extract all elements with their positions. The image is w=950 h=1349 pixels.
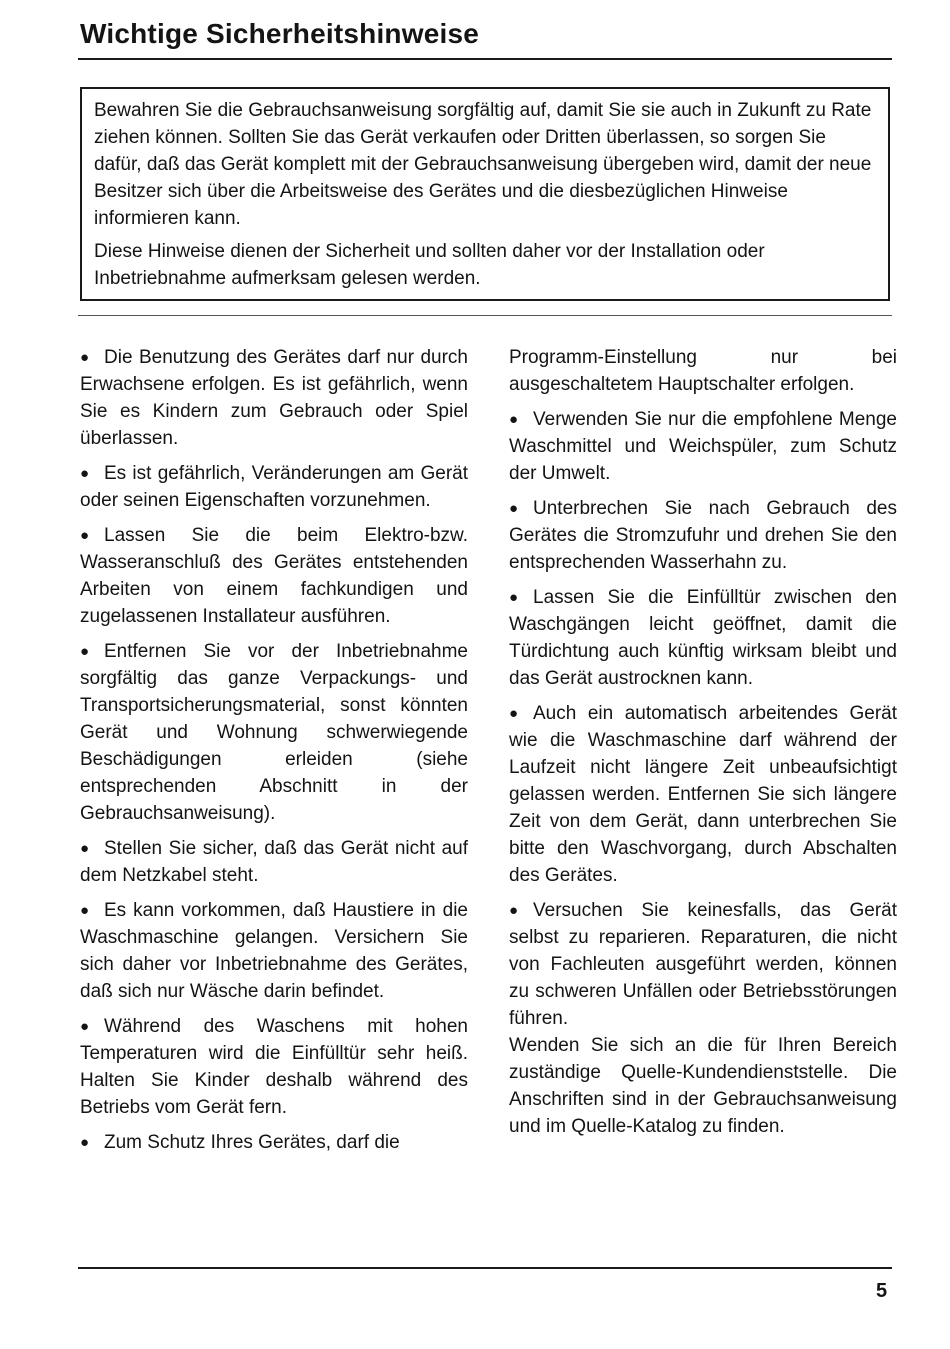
left-column [80, 344, 468, 1164]
notice-paragraph: Bewahren Sie die Gebrauchsanweisung sorgfältig auf, damit Sie sie auch in Zukunft zu Rate ziehen können. Sollten Sie das Gerät verkaufen oder Dritten überlassen, so sorgen Sie dafür, daß das Gerät komplett mit der Gebrauchsanweisung übergeben wird, damit der neue Besitzer sich über die Arbeitsweise des Gerätes und die diesbezüglichen Hinweise informieren kann. [94, 100, 872, 229]
safety-item [80, 344, 468, 452]
safety-item [80, 897, 468, 1005]
bullet-icon: ● [80, 527, 90, 544]
page-title: Wichtige Sicherheitshinweise [80, 18, 480, 49]
bullet-icon: ● [80, 643, 90, 660]
bullet-icon: ● [80, 465, 90, 482]
page-number: 5 [876, 1280, 888, 1302]
safety-item-text: Während des Waschens mit hohen Temperaturen wird die Einfülltür sehr heiß. Halten Sie Kinder deshalb während des Betriebs vom Gerät fern. [80, 1016, 468, 1118]
bullet-icon: ● [509, 902, 519, 919]
safety-item-text: Es ist gefährlich, Veränderungen am Gerät oder seinen Eigenschaften vorzunehmen. [80, 463, 468, 511]
continuation-text: Programm-Einstellung nur bei ausgeschaltetem Hauptschalter erfolgen. [509, 347, 897, 395]
safety-item [509, 700, 897, 889]
safety-item [509, 406, 897, 487]
safety-item [80, 1129, 468, 1156]
notice-divider [78, 315, 892, 316]
safety-item-text: Entfernen Sie vor der Inbetriebnahme sorgfältig das ganze Verpackungs- und Transportsicherungsmaterial, sonst könnten Gerät und Wohnung schwerwiegende Beschädigungen erleiden (siehe entsprechenden Abschnitt in der Gebrauchsanweisung). [80, 641, 468, 824]
safety-item [509, 584, 897, 692]
bullet-icon: ● [80, 1134, 90, 1151]
safety-item [80, 522, 468, 630]
safety-item-text: Es kann vorkommen, daß Haustiere in die Waschmaschine gelangen. Versichern Sie sich daher vor Inbetriebnahme des Gerätes, daß sich nur Wäsche darin befindet. [80, 900, 468, 1002]
notice-paragraph: Diese Hinweise dienen der Sicherheit und sollten daher vor der Installation oder Inbetriebnahme aufmerksam gelesen werden. [94, 241, 765, 289]
bullet-icon: ● [80, 902, 90, 919]
safety-item-text: Verwenden Sie nur die empfohlene Menge Waschmittel und Weichspüler, zum Schutz der Umwelt. [509, 409, 897, 484]
safety-item-text: Versuchen Sie keinesfalls, das Gerät selbst zu reparieren. Reparaturen, die nicht von Fachleuten ausgeführt werden, können zu schweren Unfällen oder Betriebsstörungen führen. [509, 900, 897, 1029]
safety-item-text: Lassen Sie die beim Elektro-bzw. Wasseranschluß des Gerätes entstehenden Arbeiten von einem fachkundigen und zugelassenen Installateur ausführen. [80, 525, 468, 627]
safety-item [509, 897, 897, 1032]
safety-item-text: Unterbrechen Sie nach Gebrauch des Gerätes die Stromzufuhr und drehen Sie den entsprechenden Wasserhahn zu. [509, 498, 897, 573]
bullet-icon: ● [80, 349, 90, 366]
safety-item-text: Zum Schutz Ihres Gerätes, darf die [104, 1132, 400, 1153]
safety-item-text: Lassen Sie die Einfülltür zwischen den Waschgängen leicht geöffnet, damit die Türdichtung auch künftig wirksam bleibt und das Gerät austrocknen kann. [509, 587, 897, 689]
safety-item [80, 1013, 468, 1121]
notice-box [80, 87, 890, 301]
bullet-icon: ● [509, 589, 519, 606]
title-rule [78, 58, 892, 60]
safety-item [80, 835, 468, 889]
right-column [509, 344, 897, 1148]
bullet-icon: ● [509, 705, 519, 722]
bullet-icon: ● [509, 500, 519, 517]
footer-rule [78, 1267, 892, 1269]
safety-item [509, 495, 897, 576]
safety-item-text: Auch ein automatisch arbeitendes Gerät wie die Waschmaschine darf während der Laufzeit nicht längere Zeit unbeaufsichtigt gelassen werden. Entfernen Sie sich längere Zeit von dem Gerät, dann unterbrechen Sie bitte den Waschvorgang, durch Abschalten des Gerätes. [509, 703, 897, 886]
bullet-icon: ● [80, 1018, 90, 1035]
closing-text: Wenden Sie sich an die für Ihren Bereich zuständige Quelle-Kundendienststelle. Die Anschriften sind in der Gebrauchsanweisung und im Quelle-Katalog zu finden. [509, 1035, 897, 1137]
safety-item-text: Die Benutzung des Gerätes darf nur durch Erwachsene erfolgen. Es ist gefährlich, wenn Sie es Kindern zum Gebrauch oder Spiel überlassen. [80, 347, 468, 449]
bullet-icon: ● [509, 411, 519, 428]
safety-item [80, 638, 468, 827]
safety-item-text: Stellen Sie sicher, daß das Gerät nicht auf dem Netzkabel steht. [80, 838, 468, 886]
bullet-icon: ● [80, 840, 90, 857]
safety-item [80, 460, 468, 514]
